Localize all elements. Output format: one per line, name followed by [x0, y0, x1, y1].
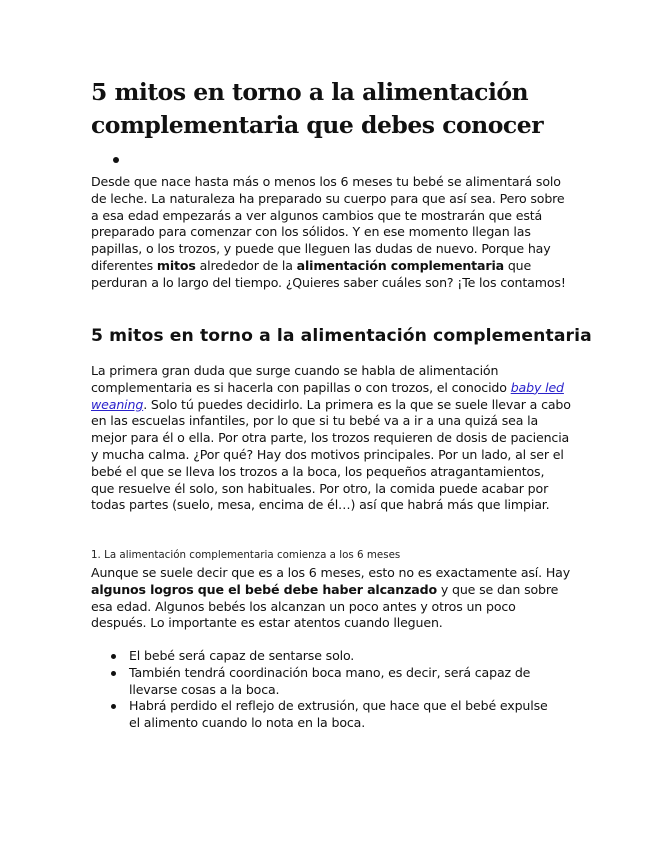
myth-1-heading: 1. La alimentación complementaria comienza a los 6 meses — [91, 549, 401, 561]
intro-bold-mitos: mitos — [156, 257, 196, 273]
intro-bold-alimentacion: alimentación complementaria — [296, 257, 504, 273]
section-paragraph — [91, 363, 571, 514]
bullet-icon — [111, 704, 116, 709]
intro-text-1: Desde que nace hasta más o menos los 6 meses tu bebé se alimentará solo de leche. La naturaleza ha preparado su cuerpo para que así sea. Pero sobre a esa edad empezarás a ver algunos cambios que te mostrarán que está preparado para comenzar con los sólidos. Y en ese momento llegan las papillas, o los trozos, y puede que lleguen las dudas de nuevo. Porque hay diferentes — [91, 174, 565, 273]
list-item — [91, 648, 561, 665]
bullet-icon — [111, 654, 116, 659]
section-text-1: La primera gran duda que surge cuando se habla de alimentación complementaria es si hacerla con papillas o con trozos, el conocido — [91, 363, 511, 395]
myth-1-text-2: y que se dan sobre esa edad. Algunos bebés los alcanzan un poco antes y otros un poco después. Lo importante es estar atentos cuando lleguen. — [91, 581, 559, 631]
baby-led-weaning-link[interactable]: baby led weaning — [91, 379, 564, 412]
empty-bullet-point — [113, 157, 119, 163]
section-heading: 5 mitos en torno a la alimentación complementaria — [91, 326, 592, 346]
milestones-list — [91, 648, 561, 732]
list-item-text: El bebé será capaz de sentarse solo. — [129, 648, 355, 663]
section-text-2: . Solo tú puedes decidirlo. La primera es la que se suele llevar a cabo en las escuelas infantiles, por lo que si tu bebé va a ir a una quizá sea la mejor para él o ella. Por otra parte, los trozos requieren de dosis de paciencia y mucha calma. ¿Por qué? Hay dos motivos principales. Por un lado, al ser el bebé el que se lleva los trozos a la boca, los pequeños atragantamientos, que resuelve él solo, son habituales. Por otro, la comida puede acabar por todas partes (suelo, mesa, encima de él…) así que habrá más que limpiar. — [91, 396, 571, 513]
intro-paragraph — [91, 174, 571, 292]
myth-1-text-1: Aunque se suele decir que es a los 6 meses, esto no es exactamente así. Hay — [91, 565, 571, 580]
intro-text-3: que perduran a lo largo del tiempo. ¿Quieres saber cuáles son? ¡Te los contamos! — [91, 257, 566, 290]
bullet-icon — [111, 671, 116, 676]
intro-text-2: alrededor de la — [195, 257, 297, 273]
article-title: 5 mitos en torno a la alimentación complementaria que debes conocer — [91, 78, 544, 139]
myth-1-bold: algunos logros que el bebé debe haber alcanzado — [91, 581, 437, 597]
list-item — [91, 665, 561, 699]
myth-1-paragraph — [91, 565, 571, 632]
list-item-text: Habrá perdido el reflejo de extrusión, que hace que el bebé expulse el alimento cuando lo nota en la boca. — [129, 698, 548, 731]
list-item-text: También tendrá coordinación boca mano, es decir, será capaz de llevarse cosas a la boca. — [129, 664, 531, 697]
list-item — [91, 698, 561, 732]
